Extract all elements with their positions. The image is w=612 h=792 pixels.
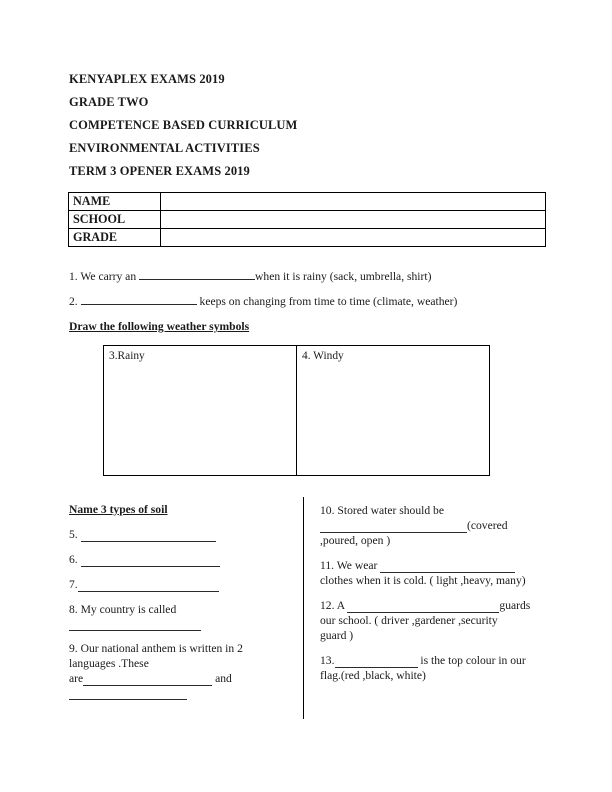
question-7 <box>69 577 284 592</box>
question-12-number: 12. <box>320 599 335 612</box>
question-12-text-before: A <box>336 599 345 612</box>
question-2-answer-blank[interactable] <box>81 293 197 305</box>
table-row <box>69 211 546 229</box>
question-10-after-blank: (covered <box>467 519 508 532</box>
student-info-table <box>68 192 546 247</box>
weather-symbol-drawing-boxes <box>103 345 490 476</box>
question-2 <box>69 293 457 309</box>
draw-section-heading: Draw the following weather symbols <box>69 320 250 333</box>
header-line-subject: ENVIRONMENTAL ACTIVITIES <box>69 141 260 155</box>
question-12 <box>320 598 548 643</box>
question-8-text: My country is called <box>80 603 177 616</box>
question-13-line2: flag.(red ,black, white) <box>320 669 426 682</box>
question-13-number: 13. <box>320 654 335 667</box>
question-12-line3: guard ) <box>320 629 354 642</box>
question-5-number: 5. <box>69 528 78 541</box>
question-8 <box>69 602 284 631</box>
question-12-answer-blank[interactable] <box>347 600 499 613</box>
question-13 <box>320 653 548 683</box>
info-label-grade: GRADE <box>69 229 161 247</box>
question-9-answer-blank-1[interactable] <box>83 673 212 686</box>
question-9 <box>69 641 284 700</box>
info-value-grade[interactable] <box>161 229 546 247</box>
question-5 <box>69 527 284 542</box>
question-9-line1: Our national anthem is written in 2 <box>80 642 243 655</box>
question-7-number: 7. <box>69 578 78 591</box>
column-divider <box>303 497 304 719</box>
drawing-box-rainy[interactable] <box>104 346 297 476</box>
question-12-line2: our school. ( driver ,gardener ,security <box>320 614 498 627</box>
drawing-box-rainy-label: 3.Rainy <box>109 350 145 362</box>
info-label-name: NAME <box>69 193 161 211</box>
question-10-number: 10. <box>320 504 335 517</box>
question-5-answer-blank[interactable] <box>81 529 216 542</box>
header-line-grade: GRADE TWO <box>69 95 149 109</box>
exam-header <box>69 68 549 183</box>
left-question-column <box>69 527 284 710</box>
info-value-name[interactable] <box>161 193 546 211</box>
question-11-line2: clothes when it is cold. ( light ,heavy, many) <box>320 574 526 587</box>
question-9-line3 <box>69 671 284 686</box>
question-13-after-blank: is the top colour in our <box>420 654 526 667</box>
question-10-line2 <box>320 518 548 533</box>
question-11 <box>320 558 548 588</box>
question-2-number: 2. <box>69 295 78 308</box>
question-9-line2: languages .These <box>69 657 149 670</box>
question-10-line1: Stored water should be <box>337 504 444 517</box>
drawing-box-windy-label: 4. Windy <box>302 350 344 362</box>
header-line-curriculum: COMPETENCE BASED CURRICULUM <box>69 118 298 132</box>
header-line-term: TERM 3 OPENER EXAMS 2019 <box>69 164 250 178</box>
table-row <box>69 229 546 247</box>
question-6-answer-blank[interactable] <box>81 554 220 567</box>
question-9-line3-after: and <box>215 672 232 685</box>
right-question-column <box>320 503 548 693</box>
question-8-answer-blank[interactable] <box>69 630 201 631</box>
question-6 <box>69 552 284 567</box>
question-9-line3-before: are <box>69 672 84 685</box>
header-line-title: KENYAPLEX EXAMS 2019 <box>69 72 225 86</box>
question-1-answer-blank[interactable] <box>139 268 255 280</box>
question-1-text-before: We carry an <box>80 270 137 283</box>
question-9-answer-blank-2[interactable] <box>69 699 187 700</box>
question-13-answer-blank[interactable] <box>335 655 418 668</box>
question-1-number: 1. <box>69 270 78 283</box>
info-label-school: SCHOOL <box>69 211 161 229</box>
question-1-text-after: when it is rainy (sack, umbrella, shirt) <box>255 270 432 283</box>
drawing-box-windy[interactable] <box>297 346 490 476</box>
question-7-answer-blank[interactable] <box>78 579 219 592</box>
question-11-text-before: We wear <box>336 559 378 572</box>
question-6-number: 6. <box>69 553 78 566</box>
question-10 <box>320 503 548 548</box>
soil-section-heading: Name 3 types of soil <box>69 503 168 516</box>
question-10-answer-blank[interactable] <box>320 520 467 533</box>
table-row <box>104 346 490 476</box>
question-10-line3: ,poured, open ) <box>320 534 391 547</box>
table-row <box>69 193 546 211</box>
info-value-school[interactable] <box>161 211 546 229</box>
question-11-answer-blank[interactable] <box>380 560 515 573</box>
question-1 <box>69 268 431 284</box>
question-12-after-blank: guards <box>499 599 531 612</box>
question-9-number: 9. <box>69 642 78 655</box>
question-8-number: 8. <box>69 603 78 616</box>
question-11-number: 11. <box>320 559 335 572</box>
question-2-text-after: keeps on changing from time to time (climate, weather) <box>199 295 458 308</box>
